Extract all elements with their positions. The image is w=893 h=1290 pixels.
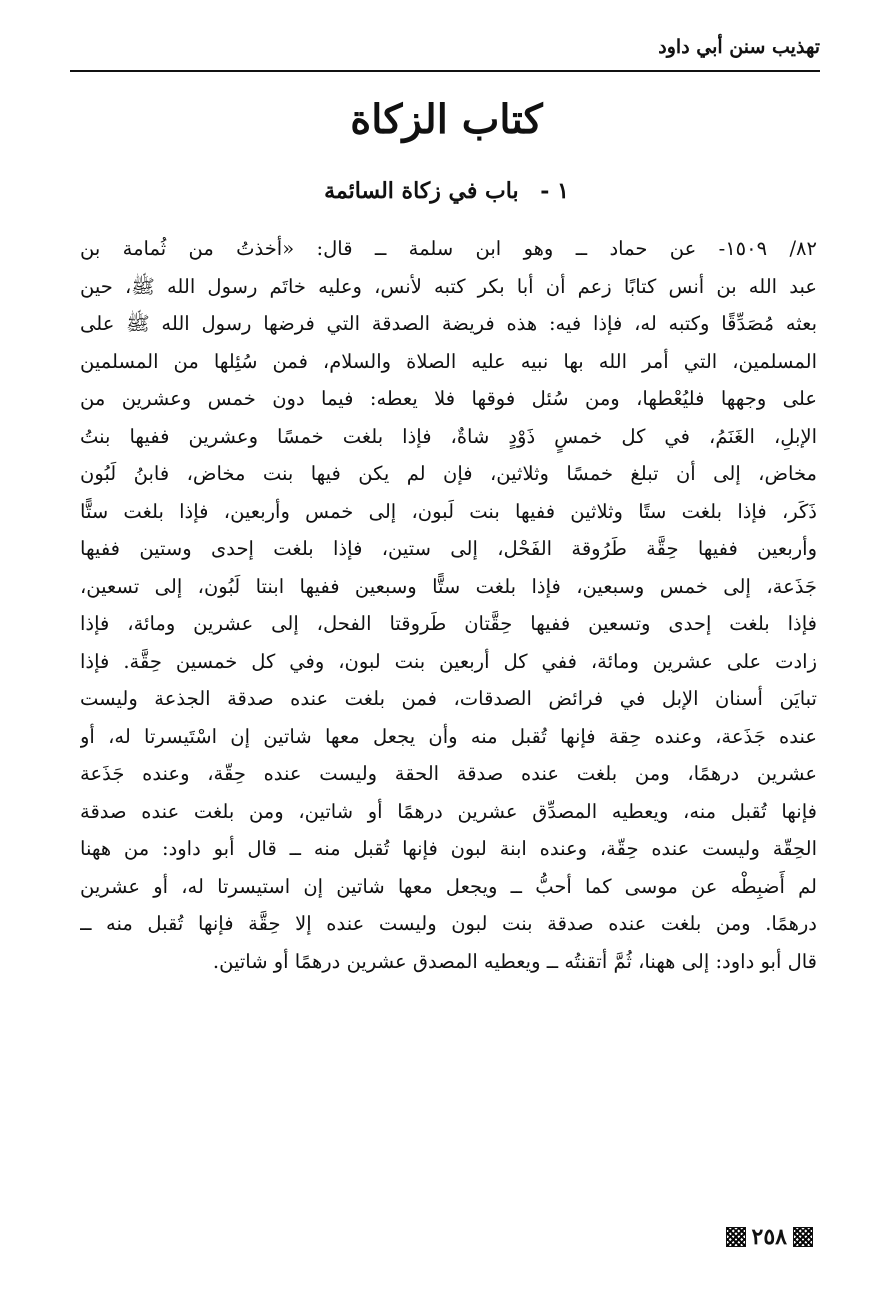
text-line: درهمًا. ومن بلغت عنده صدقة بنت لبون وليست عنده إلا حِقَّة فإنها تُقبل منه ــ xyxy=(80,912,817,935)
text-line: مخاض، إلى أن تبلغ خمسًا وثلاثين، فإن لم يكن فيها بنت مخاض، فابنُ لَبُون xyxy=(80,462,817,485)
text-line: قال أبو داود: إلى ههنا، ثُمَّ أتقنتُه ــ ويعطيه المصدق عشرين درهمًا أو شاتين. xyxy=(212,949,817,973)
text-line: الحِقّة وليست عنده حِقّة، وعنده ابنة لبون فإنها تُقبل منه ــ قال أبو داود: من ههنا xyxy=(80,837,817,860)
text-line: الإبلِ، الغَنَمُ، في كل خمسٍ ذَوْدٍ شاةٌ، فإذا بلغت خمسًا وعشرين ففيها بنتُ xyxy=(80,424,817,448)
text-line: جَذَعة، إلى خمس وسبعين، فإذا بلغت ستًّا وسبعين ففيها ابنتا لَبُون، إلى تسعين، xyxy=(80,574,817,598)
text-line: على وجهها فليُعْطها، ومن سُئل فوقها فلا يعطه: فيما دون خمس وعشرين من xyxy=(80,387,817,410)
text-line: المسلمين، التي أمر الله بها نبيه عليه الصلاة والسلام، فمن سُئِلها من المسلمين xyxy=(80,349,817,373)
page-footer xyxy=(726,1224,813,1250)
ornament-icon xyxy=(793,1227,813,1247)
page-number: ٢٥٨ xyxy=(751,1224,787,1250)
text-line: زادت على عشرين ومائة، ففي كل أربعين بنت لبون، وفي كل خمسين حِقَّة. فإذا xyxy=(80,649,817,673)
chapter-title: باب في زكاة السائمة xyxy=(324,178,519,204)
book-title: كتاب الزكاة xyxy=(350,96,543,143)
chapter-heading xyxy=(0,178,893,204)
text-line: فإذا بلغت إحدى وتسعين ففيها حِقَّتان طَروقتا الفحل، إلى عشرين ومائة، فإذا xyxy=(80,612,817,635)
text-line: عبد الله بن أنس كتابًا زعم أن أبا بكر كتبه لأنس، وعليه خاتَم رسول الله ﷺ، حين xyxy=(80,274,817,298)
ornament-icon xyxy=(726,1227,746,1247)
header-title: تهذيب سنن أبي داود xyxy=(658,36,820,58)
text-line: فإنها تُقبل منه، ويعطيه المصدِّق عشرين درهمًا أو شاتين، ومن بلغت عنده صدقة xyxy=(80,799,817,823)
running-header xyxy=(70,30,820,72)
text-line: ٨٢/ ١٥٠٩- عن حماد ــ وهو ابن سلمة ــ قال: «أخذتُ من ثُمامة بن xyxy=(80,237,817,260)
text-line: تبايَن أسنان الإبل في فرائض الصدقات، فمن بلغت عنده صدقة الجذعة وليست xyxy=(80,687,817,710)
text-line: ذَكَر، فإذا بلغت ستًا وثلاثين ففيها بنت لَبون، إلى خمس وأربعين، فإذا بلغت ستًّا xyxy=(80,499,817,523)
text-line: لم أَضبِطْه عن موسى كما أحبُّ ــ ويجعل معها شاتين إن استيسرتا له، أو عشرين xyxy=(80,874,817,898)
text-line: وأربعين ففيها حِقَّة طَرُوقة الفَحْل، إلى ستين، فإذا بلغت إحدى وستين ففيها xyxy=(80,537,817,560)
text-line: عنده جَذَعة، وعنده حِقة فإنها تُقبل منه وأن يجعل معها شاتين إن اسْتَيسرتا له، أو xyxy=(80,724,817,748)
text-line: عشرين درهمًا، ومن بلغت عنده صدقة الحقة وليست عنده حِقّة، وعنده جَذَعة xyxy=(80,762,817,785)
text-line: بعثه مُصَدِّقًا وكتبه له، فإذا فيه: هذه فريضة الصدقة التي فرضها رسول الله ﷺ على xyxy=(80,312,817,335)
hadith-text xyxy=(80,230,817,980)
chapter-number: ١ - xyxy=(540,178,569,204)
